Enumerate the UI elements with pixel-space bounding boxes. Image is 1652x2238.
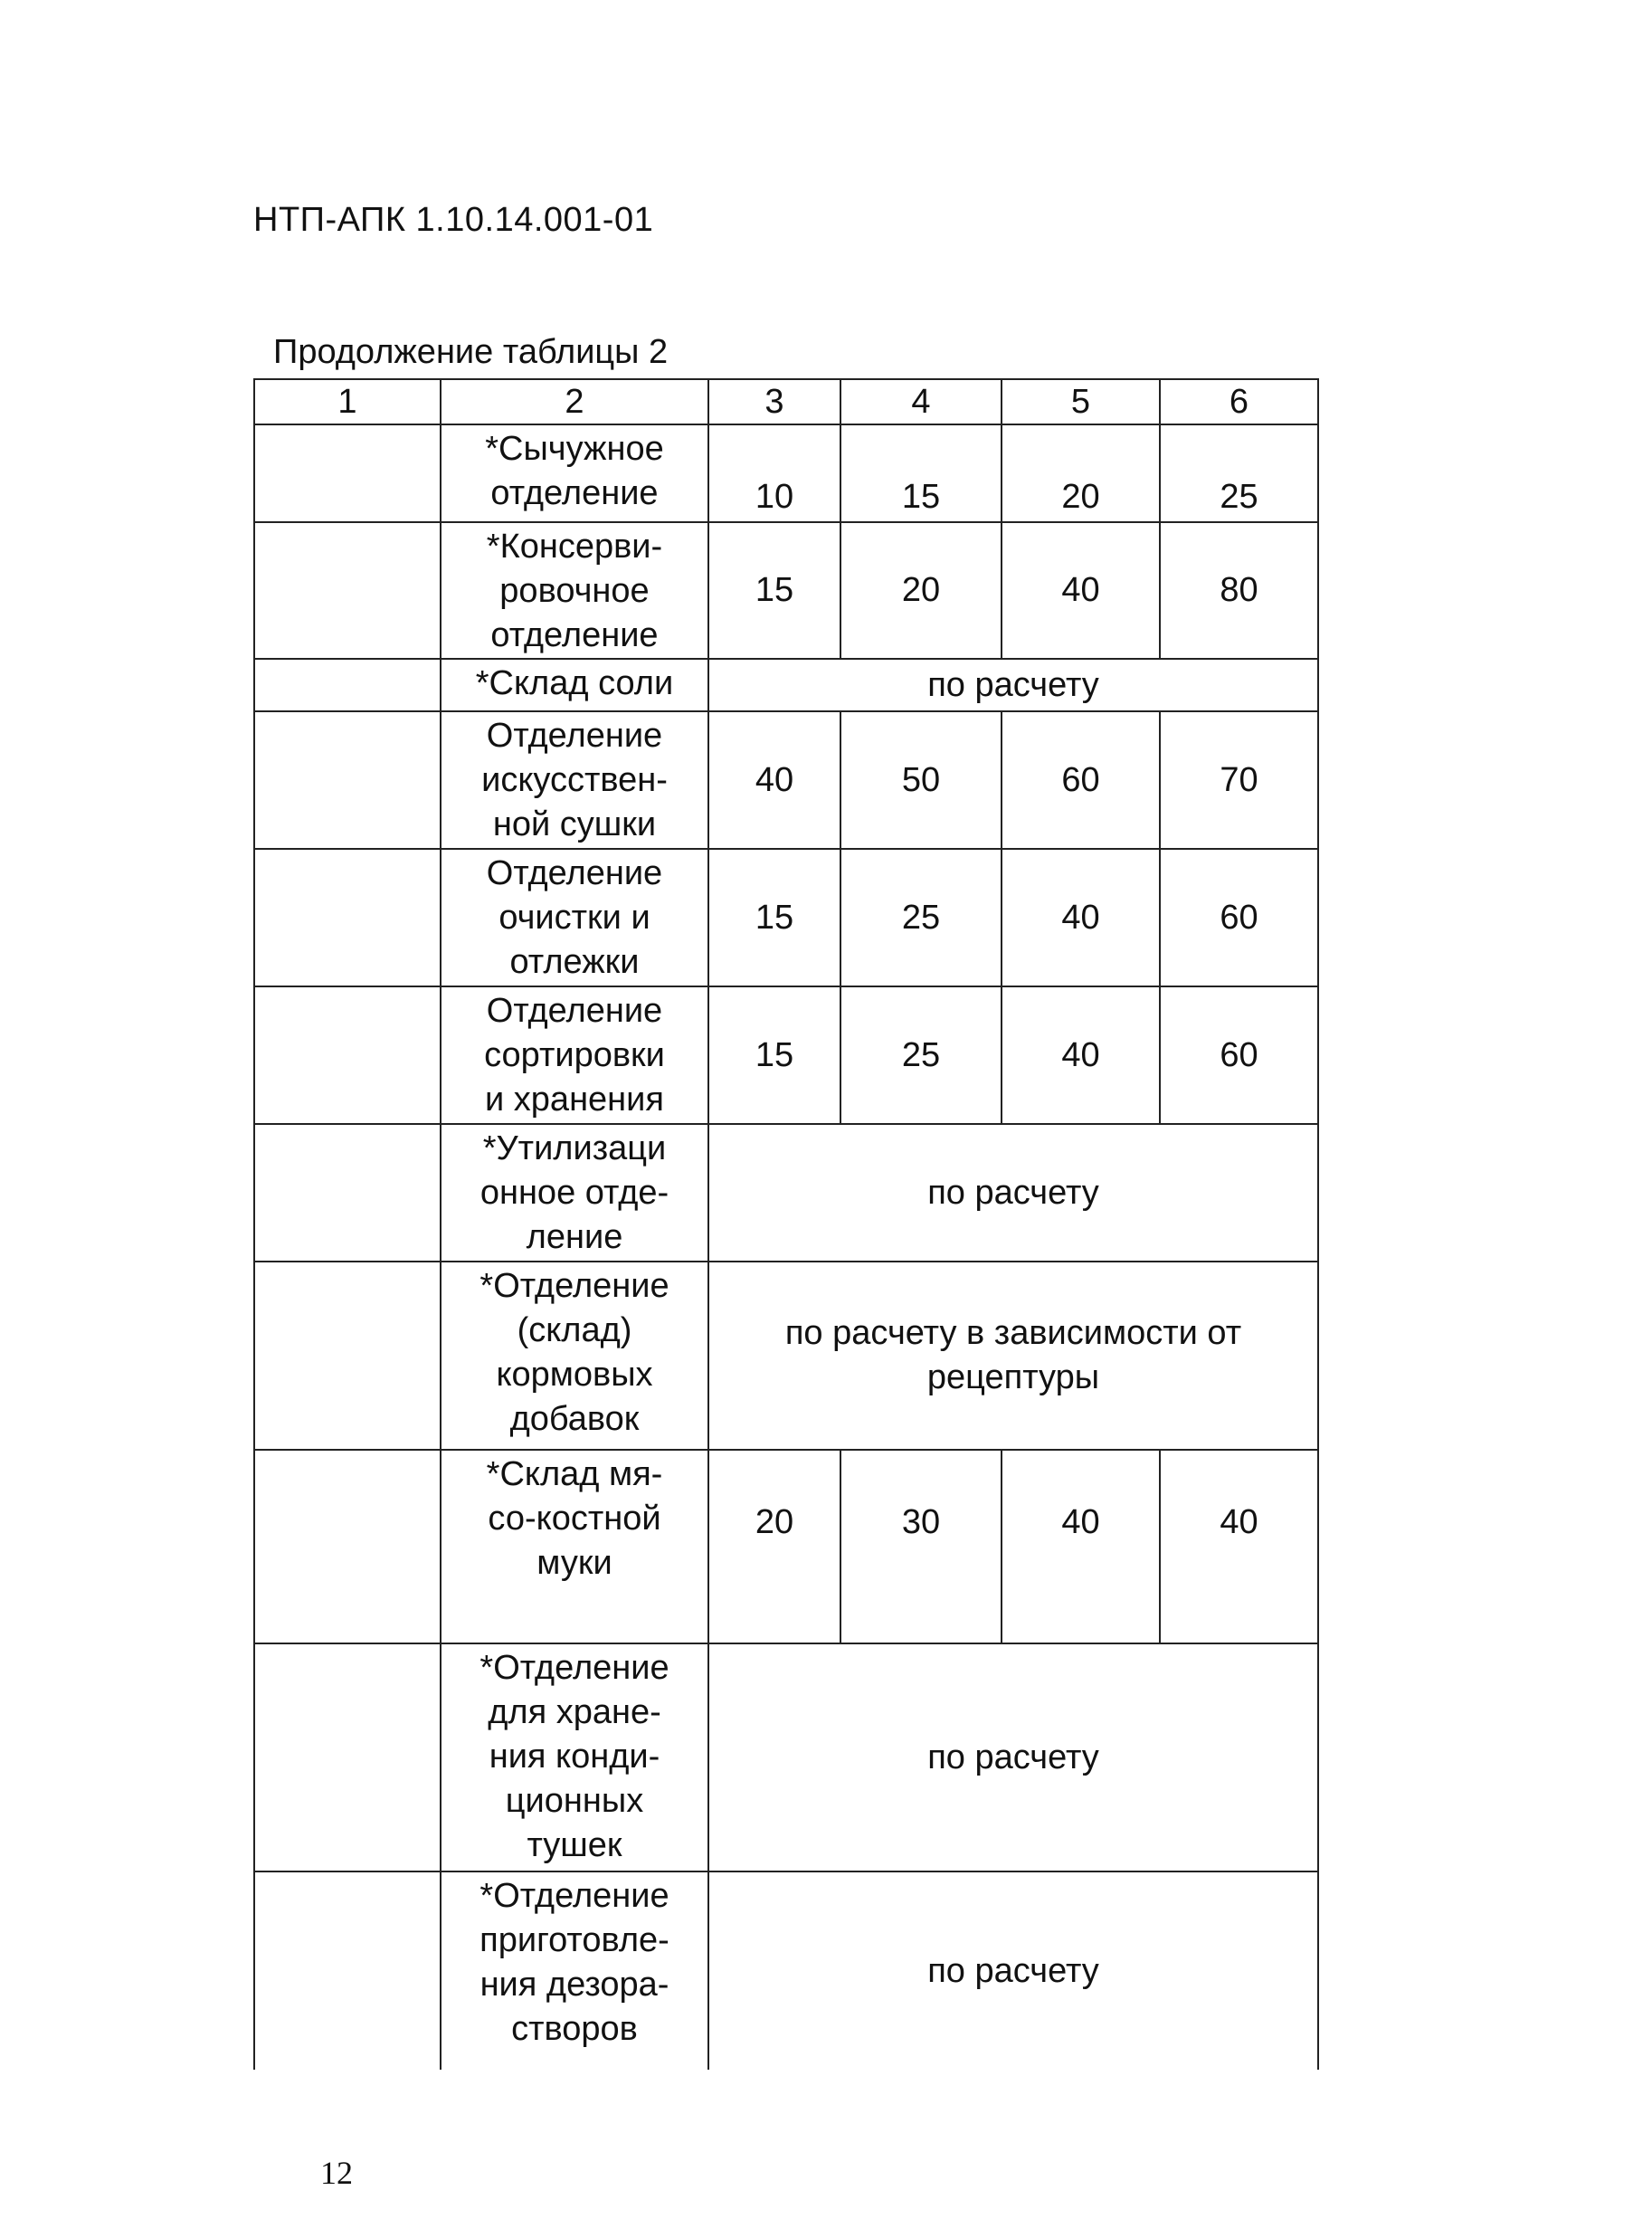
value-cell: 40 [1002,849,1160,986]
room-name-cell: *Склад мя- со-костной муки [441,1450,708,1643]
row-number-cell [254,986,441,1124]
value-cell: 60 [1160,849,1318,986]
value-cell: 40 [1002,986,1160,1124]
value-cell: 15 [708,849,840,986]
merged-value-cell: по расчету [708,659,1318,711]
value-cell: 15 [840,424,1002,522]
row-number-cell [254,522,441,659]
table-row [254,849,1318,986]
value-cell: 70 [1160,711,1318,849]
column-header: 2 [441,379,708,424]
merged-value-cell: по расчету [708,1124,1318,1262]
room-name-cell: *Отделение для хране- ния конди- ционных тушек [441,1643,708,1871]
table-row [254,1643,1318,1871]
page-number: 12 [320,2155,353,2191]
column-header: 5 [1002,379,1160,424]
table-header-row [254,379,1318,424]
value-cell: 60 [1002,711,1160,849]
room-name-cell: *Сычужное отделение [441,424,708,522]
document-code: НТП-АПК 1.10.14.001-01 [253,201,654,239]
table-row [254,522,1318,659]
value-cell: 60 [1160,986,1318,1124]
table-row [254,1871,1318,2070]
value-cell: 20 [1002,424,1160,522]
value-cell: 40 [1160,1450,1318,1643]
row-number-cell [254,1871,441,2070]
row-number-cell [254,1643,441,1871]
room-name-cell: *Утилизаци онное отде- ление [441,1124,708,1262]
table-row [254,986,1318,1124]
room-name-cell: *Склад соли [441,659,708,711]
row-number-cell [254,1450,441,1643]
value-cell: 40 [1002,522,1160,659]
table-row [254,1262,1318,1450]
room-name-cell: Отделение искусствен- ной сушки [441,711,708,849]
table-caption: Продолжение таблицы 2 [273,333,669,371]
value-cell: 30 [840,1450,1002,1643]
value-cell: 40 [708,711,840,849]
table-row [254,424,1318,522]
room-name-cell: Отделение сортировки и хранения [441,986,708,1124]
merged-value-cell: по расчету [708,1871,1318,2070]
value-cell: 10 [708,424,840,522]
value-cell: 25 [1160,424,1318,522]
room-name-cell: *Отделение (склад) кормовых добавок [441,1262,708,1450]
row-number-cell [254,424,441,522]
table-body [254,379,1318,2070]
table-row [254,659,1318,711]
value-cell: 20 [708,1450,840,1643]
row-number-cell [254,711,441,849]
value-cell: 25 [840,849,1002,986]
value-cell: 80 [1160,522,1318,659]
table-row [254,1124,1318,1262]
row-number-cell [254,849,441,986]
room-name-cell: *Отделение приготовле- ния дезора- створов [441,1871,708,2070]
column-header: 1 [254,379,441,424]
value-cell: 50 [840,711,1002,849]
merged-value-cell: по расчету в зависимости от рецептуры [708,1262,1318,1450]
specification-table [253,378,1319,2070]
value-cell: 40 [1002,1450,1160,1643]
value-cell: 20 [840,522,1002,659]
row-number-cell [254,1124,441,1262]
value-cell: 15 [708,986,840,1124]
merged-value-cell: по расчету [708,1643,1318,1871]
value-cell: 15 [708,522,840,659]
table-row [254,1450,1318,1643]
row-number-cell [254,1262,441,1450]
table-row [254,711,1318,849]
value-cell: 25 [840,986,1002,1124]
row-number-cell [254,659,441,711]
column-header: 3 [708,379,840,424]
room-name-cell: *Консерви- ровочное отделение [441,522,708,659]
room-name-cell: Отделение очистки и отлежки [441,849,708,986]
column-header: 4 [840,379,1002,424]
column-header: 6 [1160,379,1318,424]
